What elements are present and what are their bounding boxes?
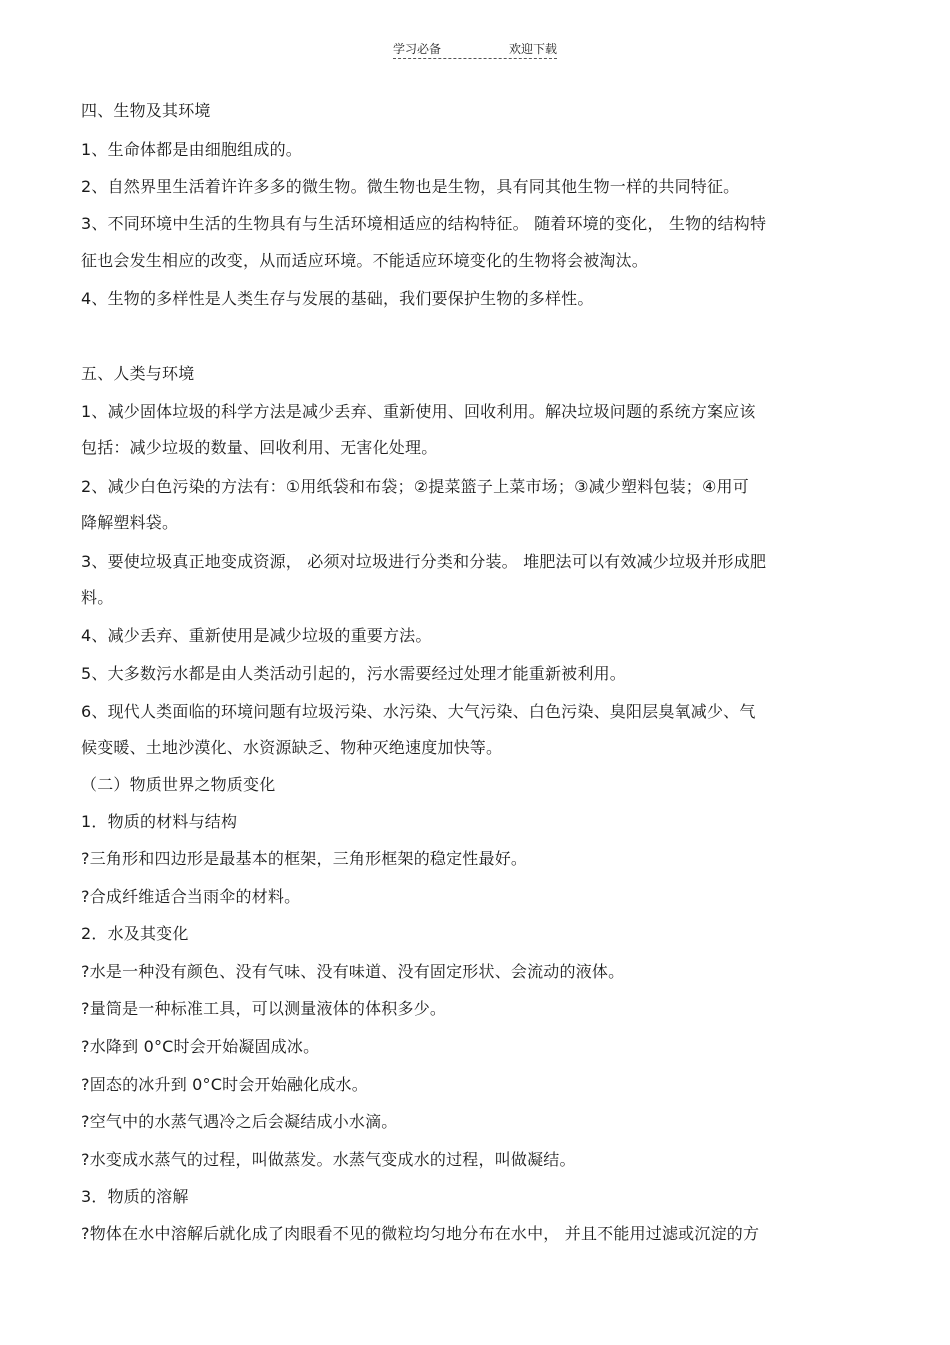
text-line: 2、自然界里生活着许许多多的微生物。微生物也是生物，具有同其他生物一样的共同特征。 — [81, 177, 740, 196]
text-line: 5、大多数污水都是由人类活动引起的，污水需要经过处理才能重新被利用。 — [81, 664, 626, 683]
text-line: ?量筒是一种标准工具，可以测量液体的体积多少。 — [81, 999, 447, 1018]
text-line: ?水是一种没有颜色、没有气味、没有味道、没有固定形状、会流动的液体。 — [81, 962, 625, 981]
text-line: ?物体在水中溶解后就化成了肉眼看不见的微粒均匀地分布在水中， 并且不能用过滤或沉淀的方 — [81, 1224, 760, 1243]
text-line: 2、减少白色污染的方法有：①用纸袋和布袋；②提菜篮子上菜市场；③减少塑料包装；④用可 — [81, 477, 749, 496]
text-line: 6、现代人类面临的环境问题有垃圾污染、水污染、大气污染、白色污染、臭阳层臭氧减少、气 — [81, 702, 756, 721]
text-line: ?三角形和四边形是最基本的框架，三角形框架的稳定性最好。 — [81, 849, 528, 868]
text-line: 征也会发生相应的改变，从而适应环境。不能适应环境变化的生物将会被淘汰。 — [81, 251, 649, 270]
text-line: ?水变成水蒸气的过程，叫做蒸发。水蒸气变成水的过程，叫做凝结。 — [81, 1150, 576, 1169]
text-line: 4、减少丢弃、重新使用是减少垃圾的重要方法。 — [81, 626, 432, 645]
text-line: 4、生物的多样性是人类生存与发展的基础，我们要保护生物的多样性。 — [81, 289, 594, 308]
text-line: 降解塑料袋。 — [81, 513, 179, 532]
text-line: 候变暖、土地沙漠化、水资源缺乏、物种灭绝速度加快等。 — [81, 738, 503, 757]
header-right-text: 欢迎下载 — [508, 42, 557, 56]
text-line: ?水降到 0°C时会开始凝固成冰。 — [81, 1037, 320, 1056]
text-line: 包括：减少垃圾的数量、回收利用、无害化处理。 — [81, 438, 438, 457]
header-left-text: 学习必备 — [393, 42, 442, 56]
subsection-heading: 1．物质的材料与结构 — [81, 812, 238, 831]
page-header — [393, 38, 557, 59]
text-line: 3、不同环境中生活的生物具有与生活环境相适应的结构特征。 随着环境的变化， 生物的结构特 — [81, 214, 767, 233]
text-line: ?合成纤维适合当雨伞的材料。 — [81, 887, 301, 906]
text-line: 3、要使垃圾真正地变成资源， 必须对垃圾进行分类和分装。 堆肥法可以有效减少垃圾并形成肥 — [81, 552, 767, 571]
subsection-heading: 3．物质的溶解 — [81, 1187, 189, 1206]
text-line: 1、生命体都是由细胞组成的。 — [81, 140, 302, 159]
section-heading-human-environment: 五、人类与环境 — [81, 364, 195, 383]
text-line: ?固态的冰升到 0°C时会开始融化成水。 — [81, 1075, 368, 1094]
text-line: 1、减少固体垃圾的科学方法是减少丢弃、重新使用、回收利用。解决垃圾问题的系统方案应该 — [81, 402, 756, 421]
text-line: ?空气中的水蒸气遇冷之后会凝结成小水滴。 — [81, 1112, 398, 1131]
section-heading-biology-environment: 四、生物及其环境 — [81, 101, 211, 120]
subsection-heading: 2．水及其变化 — [81, 924, 189, 943]
text-line: 料。 — [81, 588, 114, 607]
section-heading-matter-change: （二）物质世界之物质变化 — [81, 775, 276, 794]
